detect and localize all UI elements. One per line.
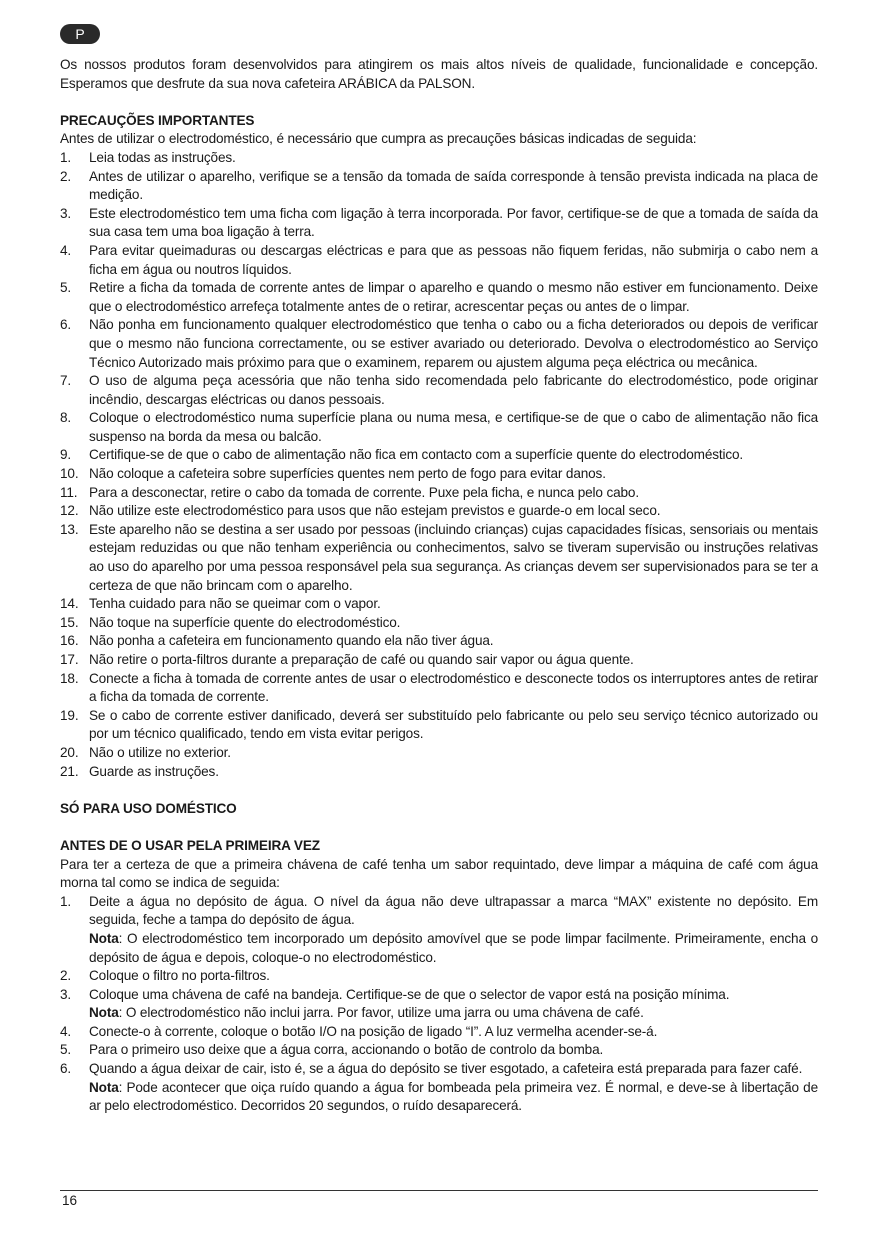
item-text: Leia todas as instruções. xyxy=(89,149,236,165)
item-number: 18. xyxy=(60,670,79,686)
note-text: : O electrodoméstico tem incorporado um depósito amovível que se pode limpar facilmente. Primeiramente, encha o depósito de água e depois, coloque-o no electrodoméstico. xyxy=(89,930,818,965)
item-text: Para evitar queimaduras ou descargas eléctricas e para que as pessoas não fiquem feridas, não submirja o cabo nem a ficha em água ou noutros líquidos. xyxy=(89,242,818,277)
list-item xyxy=(60,893,818,967)
list-item xyxy=(60,242,818,279)
item-text: Antes de utilizar o aparelho, verifique se a tensão da tomada de saída corresponde à tensão prevista indicada na placa de medição. xyxy=(89,168,818,203)
precautions-lead: Antes de utilizar o electrodoméstico, é necessário que cumpra as precauções básicas indicadas de seguida: xyxy=(60,131,697,147)
item-text: Coloque uma chávena de café na bandeja. Certifique-se de que o selector de vapor está na posição mínima. xyxy=(89,986,730,1002)
list-item xyxy=(60,149,818,168)
item-text: Não retire o porta-filtros durante a preparação de café ou quando sair vapor ou água quente. xyxy=(89,652,634,667)
first-use-lead: Para ter a certeza de que a primeira chávena de café tenha um sabor requintado, deve limpar a máquina de café com água morna tal como se indica de seguida: xyxy=(60,856,818,891)
list-item xyxy=(60,986,818,1023)
item-text: Guarde as instruções. xyxy=(89,763,219,779)
list-item xyxy=(60,1041,818,1060)
precautions-heading: PRECAUÇÕES IMPORTANTES xyxy=(60,112,255,128)
item-number: 5. xyxy=(60,280,72,296)
item-number: 6. xyxy=(60,1061,72,1077)
note-label: Nota xyxy=(89,1079,119,1095)
item-text: Não utilize este electrodoméstico para usos que não estejam previstos e guarde-o em local seco. xyxy=(89,503,661,519)
item-text: Este aparelho não se destina a ser usado por pessoas (incluindo crianças) cujas capacidades físicas, sensoriais ou mentais estejam reduzidas ou que não tenham experiência ou conhecimentos, salvo se tiveram supervisão ou instruções relativas ao uso do aparelho por uma pessoa responsável pela sua segurança. As crianças devem ser supervisionados para se ter a certeza de que não brincam com o aparelho. xyxy=(89,521,818,593)
item-number: 15. xyxy=(60,614,79,630)
item-text: Coloque o electrodoméstico numa superfície plana ou numa mesa, e certifique-se de que o cabo de alimentação não fica suspenso na borda da mesa ou balcão. xyxy=(89,410,818,444)
list-item xyxy=(60,670,818,707)
note-text: : O electrodoméstico não inclui jarra. Por favor, utilize uma jarra ou uma chávena de café. xyxy=(118,1005,644,1021)
item-number: 4. xyxy=(60,1023,72,1039)
list-item xyxy=(60,744,818,763)
item-text: Conecte a ficha à tomada de corrente antes de usar o electrodoméstico e desconecte todos os interruptores antes de retirar a ficha da tomada de corrente. xyxy=(89,670,818,705)
item-number: 2. xyxy=(60,968,72,984)
list-item xyxy=(60,521,818,595)
item-text: O uso de alguma peça acessória que não tenha sido recomendada pelo fabricante do electrodoméstico, pode originar incêndio, descargas eléctricas ou danos pessoais. xyxy=(89,373,818,407)
precautions-list xyxy=(60,149,818,781)
item-text: Se o cabo de corrente estiver danificado, deverá ser substituído pelo fabricante ou pelo seu serviço técnico autorizado ou por um técnico qualificado, tendo em vista evitar perigos. xyxy=(89,707,818,742)
item-number: 9. xyxy=(60,447,72,463)
item-text: Não toque na superfície quente do electrodoméstico. xyxy=(89,614,401,630)
item-text: Este electrodoméstico tem uma ficha com ligação à terra incorporada. Por favor, certifique-se de que a tomada de saída da sua casa tem uma boa ligação à terra. xyxy=(89,205,818,240)
item-number: 8. xyxy=(60,410,72,426)
list-item xyxy=(60,1023,818,1042)
item-text: Para o primeiro uso deixe que a água corra, accionando o botão de controlo da bomba. xyxy=(89,1042,604,1058)
footer-divider xyxy=(60,1190,818,1191)
item-number: 21. xyxy=(60,763,79,779)
list-item xyxy=(60,168,818,205)
item-text: Para a desconectar, retire o cabo da tomada de corrente. Puxe pela ficha, e nunca pelo cabo. xyxy=(89,484,639,500)
list-item xyxy=(60,372,818,409)
item-text: Não ponha em funcionamento qualquer electrodoméstico que tenha o cabo ou a ficha deteriorados ou depois de verificar que o mesmo não funciona correctamente, ou se estiver avariado ou deteriorado. Devolva o electrodoméstico ao Serviço Técnico Autorizado mais próximo para que o examinem, reparem ou ajustem alguma peça eléctrica ou mecânica. xyxy=(89,317,818,370)
list-item xyxy=(60,446,818,465)
note-label: Nota xyxy=(89,930,119,946)
first-use-heading: ANTES DE O USAR PELA PRIMEIRA VEZ xyxy=(60,837,320,853)
intro-paragraph: Os nossos produtos foram desenvolvidos para atingirem os mais altos níveis de qualidade, funcionalidade e concepção. Esperamos que desfrute da sua nova cafeteira ARÁBICA da PALSON. xyxy=(60,57,818,91)
note-text: : Pode acontecer que oiça ruído quando a água for bombeada pela primeira vez. É normal, e deve-se à libertação de ar pelo electrodoméstico. Decorridos 20 segundos, o ruído desaparecerá. xyxy=(89,1079,818,1114)
item-text: Não coloque a cafeteira sobre superfícies quentes nem perto de fogo para evitar danos. xyxy=(89,466,606,482)
item-text: Coloque o filtro no porta-filtros. xyxy=(89,968,270,984)
list-item xyxy=(60,279,818,316)
list-item xyxy=(60,409,818,446)
list-item xyxy=(60,632,818,651)
manual-content xyxy=(60,56,818,1116)
item-number: 5. xyxy=(60,1042,72,1058)
item-text: Deite a água no depósito de água. O nível da água não deve ultrapassar a marca “MAX” existente no depósito. Em seguida, feche a tampa do depósito de água. xyxy=(89,893,818,928)
item-number: 17. xyxy=(60,652,79,667)
item-number: 3. xyxy=(60,205,72,221)
item-number: 1. xyxy=(60,149,72,165)
item-text: Retire a ficha da tomada de corrente antes de limpar o aparelho e quando o mesmo não estiver em funcionamento. Deixe que o electrodoméstico arrefeça totalmente antes de o retirar, acrescentar peças ou antes de o limpar. xyxy=(89,280,818,314)
list-item xyxy=(60,967,818,986)
list-item xyxy=(60,707,818,744)
list-item xyxy=(60,205,818,242)
item-text: Não o utilize no exterior. xyxy=(89,744,231,760)
item-number: 14. xyxy=(60,596,79,612)
language-badge: P xyxy=(60,24,100,44)
item-number: 10. xyxy=(60,466,79,482)
item-number: 6. xyxy=(60,317,72,333)
list-item xyxy=(60,763,818,782)
item-text: Não ponha a cafeteira em funcionamento quando ela não tiver água. xyxy=(89,633,494,649)
item-number: 20. xyxy=(60,744,79,760)
item-number: 12. xyxy=(60,503,79,519)
list-item xyxy=(60,595,818,614)
item-text: Tenha cuidado para não se queimar com o vapor. xyxy=(89,596,381,612)
domestic-use-heading: SÓ PARA USO DOMÉSTICO xyxy=(60,800,237,816)
item-number: 4. xyxy=(60,242,72,258)
list-item xyxy=(60,614,818,633)
list-item xyxy=(60,1060,818,1116)
list-item xyxy=(60,502,818,521)
item-text: Conecte-o à corrente, coloque o botão I/O na posição de ligado “I”. A luz vermelha acender-se-á. xyxy=(89,1023,658,1039)
list-item xyxy=(60,651,818,670)
first-use-list xyxy=(60,893,818,1116)
item-number: 1. xyxy=(60,893,72,909)
item-number: 19. xyxy=(60,707,79,723)
list-item xyxy=(60,465,818,484)
item-number: 7. xyxy=(60,373,72,389)
item-number: 3. xyxy=(60,986,72,1002)
list-item xyxy=(60,484,818,503)
item-number: 13. xyxy=(60,521,79,537)
page-number: 16 xyxy=(62,1193,78,1208)
item-text: Certifique-se de que o cabo de alimentação não fica em contacto com a superfície quente do electrodoméstico. xyxy=(89,447,744,463)
note-label: Nota xyxy=(89,1005,119,1021)
item-number: 2. xyxy=(60,168,72,184)
list-item xyxy=(60,316,818,372)
item-number: 16. xyxy=(60,633,79,649)
item-text: Quando a água deixar de cair, isto é, se a água do depósito se tiver esgotado, a cafeteira está preparada para fazer café. xyxy=(89,1061,803,1077)
item-number: 11. xyxy=(60,484,78,500)
